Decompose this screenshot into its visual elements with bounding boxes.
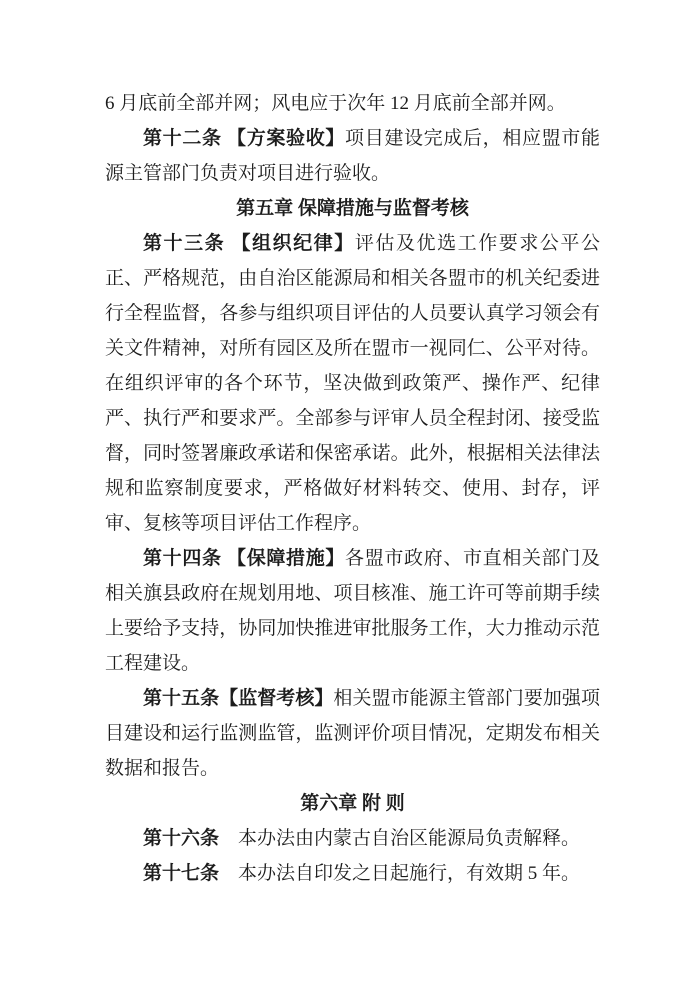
article-label: 第十四条 【保障措施】 bbox=[143, 548, 346, 569]
paragraph bbox=[105, 121, 600, 191]
paragraph bbox=[105, 821, 600, 856]
article-text: 各盟市政府、市直相关部门及相关旗县政府在规划用地、项目核准、施工许可等前期手续上要给予支持，协同加快推进审批服务工作，大力推动示范工程建设。 bbox=[105, 548, 600, 674]
article-label: 第十七条 bbox=[143, 863, 220, 884]
article-text: 本办法由内蒙古自治区能源局负责解释。 bbox=[219, 828, 581, 849]
chapter-heading bbox=[105, 786, 600, 821]
article-text: 评估及优选工作要求公平公正、严格规范，由自治区能源局和相关各盟市的机关纪委进行全程监督，各参与组织项目评估的人员要认真学习领会有关文件精神，对所有园区及所在盟市一视同仁、公平对待。在组织评审的各个环节，坚决做到政策严、操作严、纪律严、执行严和要求严。全部参与评审人员全程封闭、接受监督，同时签署廉政承诺和保密承诺。此外，根据相关法律法规和监察制度要求，严格做好材料转交、使用、封存，评审、复核等项目评估工作程序。 bbox=[105, 233, 600, 534]
document-body bbox=[105, 86, 600, 891]
article-text: 项目建设完成后，相应盟市能源主管部门负责对项目进行验收。 bbox=[105, 128, 600, 184]
article-text: 6 月底前全部并网；风电应于次年 12 月底前全部并网。 bbox=[105, 93, 566, 114]
article-text: 相关盟市能源主管部门要加强项目建设和运行监测监管，监测评价项目情况，定期发布相关数据和报告。 bbox=[105, 688, 600, 779]
paragraph bbox=[105, 856, 600, 891]
paragraph bbox=[105, 681, 600, 786]
article-text: 本办法自印发之日起施行，有效期 5 年。 bbox=[219, 863, 581, 884]
chapter-heading bbox=[105, 191, 600, 226]
article-label: 第十三条 【组织纪律】 bbox=[143, 233, 355, 254]
article-label: 第十二条 【方案验收】 bbox=[143, 128, 346, 149]
paragraph bbox=[105, 226, 600, 541]
paragraph bbox=[105, 541, 600, 681]
article-label: 第六章 附 则 bbox=[300, 793, 405, 814]
article-label: 第十六条 bbox=[143, 828, 220, 849]
article-label: 第十五条【监督考核】 bbox=[143, 688, 334, 709]
article-label: 第五章 保障措施与监督考核 bbox=[236, 198, 469, 219]
paragraph bbox=[105, 86, 600, 121]
